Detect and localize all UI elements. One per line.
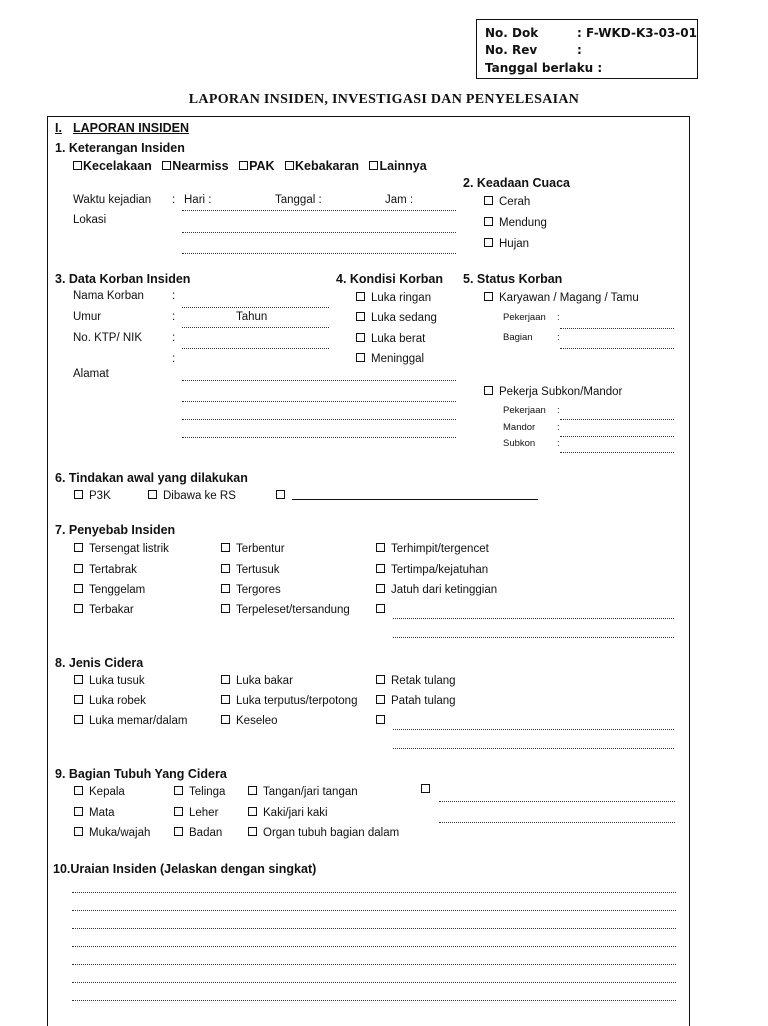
injury-option[interactable]: Luka bakar (221, 675, 293, 687)
section-number: I. (55, 121, 62, 135)
checkbox[interactable] (484, 196, 493, 205)
colon: : (172, 290, 176, 302)
checkbox[interactable] (248, 827, 257, 836)
cause-option[interactable]: Terbentur (221, 543, 285, 555)
s2-heading: 2. Keadaan Cuaca (463, 176, 570, 190)
cause-option[interactable]: Tergores (221, 584, 281, 596)
body-part-option[interactable]: Kaki/jari kaki (248, 807, 328, 819)
body-part-option[interactable]: Kepala (74, 786, 125, 798)
s6-heading: 6. Tindakan awal yang dilakukan (55, 471, 248, 485)
checkbox[interactable] (74, 807, 83, 816)
status-subkon[interactable]: Pekerja Subkon/Mandor (484, 386, 622, 398)
checkbox[interactable] (74, 604, 83, 613)
tanggal-field[interactable]: Tanggal : (275, 194, 322, 206)
alamat-line-4[interactable] (182, 437, 456, 438)
tanggal-berlaku-label: Tanggal berlaku : (485, 61, 603, 75)
checkbox[interactable] (376, 695, 385, 704)
cause-option[interactable]: Jatuh dari ketinggian (376, 584, 497, 596)
alamat-label: Alamat (73, 368, 109, 380)
checkbox[interactable] (484, 217, 493, 226)
cause-option[interactable]: Tenggelam (74, 584, 145, 596)
status-karyawan[interactable]: Karyawan / Magang / Tamu (484, 292, 639, 304)
uraian-line[interactable] (72, 982, 676, 983)
alamat-line-2[interactable] (182, 401, 456, 402)
checkbox[interactable] (356, 353, 365, 362)
checkbox[interactable] (221, 584, 230, 593)
incident-type-kebakaran[interactable]: Kebakaran (285, 159, 359, 173)
checkbox[interactable] (162, 161, 171, 170)
alamat-line-1[interactable] (182, 380, 456, 381)
lokasi-line-2[interactable] (182, 253, 456, 254)
checkbox[interactable] (174, 827, 183, 836)
alamat-line-3[interactable] (182, 419, 456, 420)
checkbox[interactable] (221, 695, 230, 704)
uraian-line[interactable] (72, 964, 676, 965)
mandor-line[interactable] (560, 436, 674, 437)
bagian-label: Bagian (503, 332, 533, 343)
colon: : (557, 422, 560, 433)
incident-type-kecelakaan[interactable]: Kecelakaan (73, 159, 152, 173)
hari-field[interactable]: Hari : (184, 194, 212, 206)
subkon-label: Subkon (503, 438, 536, 449)
checkbox[interactable] (74, 675, 83, 684)
form-title: LAPORAN INSIDEN, INVESTIGASI DAN PENYELESAIAN (188, 92, 580, 107)
injury-option[interactable]: Patah tulang (376, 695, 456, 707)
pekerjaan-label: Pekerjaan (503, 405, 546, 416)
checkbox[interactable] (74, 584, 83, 593)
nama-korban-line[interactable] (182, 307, 329, 308)
checkbox[interactable] (74, 695, 83, 704)
body-part-option[interactable]: Leher (174, 807, 218, 819)
body-part-option[interactable]: Organ tubuh bagian dalam (248, 827, 399, 839)
ktp-line[interactable] (182, 348, 329, 349)
kondisi-luka-berat[interactable]: Luka berat (356, 333, 425, 345)
checkbox[interactable] (421, 784, 430, 793)
checkbox[interactable] (484, 292, 493, 301)
body-part-option[interactable]: Badan (174, 827, 222, 839)
injury-option[interactable]: Luka tusuk (74, 675, 145, 687)
checkbox[interactable] (376, 715, 385, 724)
colon: : (172, 353, 176, 365)
cause-other-line-2[interactable] (393, 637, 674, 638)
checkbox[interactable] (248, 786, 257, 795)
colon: : (557, 332, 560, 343)
colon: : (172, 332, 176, 344)
body-part-option[interactable]: Muka/wajah (74, 827, 150, 839)
no-rev-label: No. Rev (485, 43, 538, 57)
body-part-other-line-1[interactable] (439, 801, 675, 802)
tindakan-other[interactable] (276, 490, 291, 502)
s10-heading: 10.Uraian Insiden (Jelaskan dengan singkat) (53, 862, 317, 876)
injury-other[interactable] (376, 715, 391, 727)
s8-heading: 8. Jenis Cidera (55, 656, 144, 670)
cause-option[interactable]: Tertimpa/kejatuhan (376, 564, 488, 576)
lokasi-line-1[interactable] (182, 232, 456, 233)
body-part-option[interactable]: Telinga (174, 786, 225, 798)
s1-heading: 1. Keterangan Insiden (55, 141, 185, 155)
umur-line[interactable] (182, 327, 329, 328)
umur-label: Umur (73, 311, 102, 323)
checkbox[interactable] (74, 786, 83, 795)
checkbox[interactable] (74, 490, 83, 499)
pekerjaan-label: Pekerjaan (503, 312, 546, 323)
kondisi-luka-sedang[interactable]: Luka sedang (356, 312, 437, 324)
checkbox[interactable] (239, 161, 248, 170)
subkon-line[interactable] (560, 452, 674, 453)
checkbox[interactable] (356, 333, 365, 342)
checkbox[interactable] (174, 786, 183, 795)
waktu-kejadian-label: Waktu kejadian (73, 194, 152, 206)
cause-option[interactable]: Tertabrak (74, 564, 137, 576)
checkbox[interactable] (356, 292, 365, 301)
ktp-label: No. KTP/ NIK (73, 332, 143, 344)
tahun-label: Tahun (236, 311, 268, 323)
checkbox[interactable] (74, 715, 83, 724)
cause-option[interactable]: Terbakar (74, 604, 134, 616)
incident-type-row (73, 159, 427, 173)
cause-other[interactable] (376, 604, 391, 616)
no-rev-value: : (577, 43, 582, 57)
injury-option[interactable]: Luka memar/dalam (74, 715, 187, 727)
checkbox[interactable] (356, 312, 365, 321)
body-part-other[interactable] (421, 784, 436, 796)
uraian-line[interactable] (72, 892, 676, 893)
incident-type-nearmiss[interactable]: Nearmiss (162, 159, 228, 173)
checkbox[interactable] (248, 807, 257, 816)
injury-option[interactable]: Luka terputus/terpotong (221, 695, 357, 707)
checkbox[interactable] (74, 827, 83, 836)
checkbox[interactable] (285, 161, 294, 170)
colon: : (557, 312, 560, 323)
checkbox[interactable] (484, 238, 493, 247)
checkbox[interactable] (221, 543, 230, 552)
colon: : (557, 405, 560, 416)
checkbox[interactable] (376, 543, 385, 552)
uraian-line[interactable] (72, 946, 676, 947)
s7-heading: 7. Penyebab Insiden (55, 523, 176, 537)
checkbox[interactable] (221, 675, 230, 684)
cause-option[interactable]: Tersengat listrik (74, 543, 169, 555)
mandor-label: Mandor (503, 422, 536, 433)
checkbox[interactable] (276, 490, 285, 499)
s5-heading: 5. Status Korban (463, 272, 563, 286)
injury-option[interactable]: Luka robek (74, 695, 146, 707)
kondisi-luka-ringan[interactable]: Luka ringan (356, 292, 431, 304)
kondisi-meninggal[interactable]: Meninggal (356, 353, 424, 365)
checkbox[interactable] (73, 161, 82, 170)
cause-option[interactable]: Tertusuk (221, 564, 279, 576)
incident-type-pak[interactable]: PAK (239, 159, 274, 173)
body-part-option[interactable]: Tangan/jari tangan (248, 786, 358, 798)
tindakan-rs[interactable]: Dibawa ke RS (148, 490, 236, 502)
checkbox[interactable] (376, 584, 385, 593)
weather-hujan[interactable]: Hujan (484, 238, 529, 250)
checkbox[interactable] (376, 675, 385, 684)
s3-heading: 3. Data Korban Insiden (55, 272, 191, 286)
checkbox[interactable] (221, 604, 230, 613)
weather-cerah[interactable]: Cerah (484, 196, 530, 208)
pekerjaan-line[interactable] (560, 328, 674, 329)
nama-korban-label: Nama Korban (73, 290, 144, 302)
s4-heading: 4. Kondisi Korban (336, 272, 443, 286)
cause-option[interactable]: Terhimpit/tergencet (376, 543, 489, 555)
checkbox[interactable] (221, 715, 230, 724)
cause-option[interactable]: Terpeleset/tersandung (221, 604, 350, 616)
cause-other-line-1[interactable] (393, 618, 674, 619)
checkbox[interactable] (484, 386, 493, 395)
uraian-line[interactable] (72, 910, 676, 911)
injury-option[interactable]: Retak tulang (376, 675, 456, 687)
tindakan-other-line[interactable] (292, 499, 538, 500)
colon: : (172, 194, 176, 206)
jam-field[interactable]: Jam : (385, 194, 414, 206)
injury-other-line-2[interactable] (393, 748, 674, 749)
lokasi-label: Lokasi (73, 214, 107, 226)
bagian-line[interactable] (560, 348, 674, 349)
checkbox[interactable] (148, 490, 157, 499)
checkbox[interactable] (376, 604, 385, 613)
checkbox[interactable] (221, 564, 230, 573)
injury-option[interactable]: Keseleo (221, 715, 278, 727)
incident-type-lainnya[interactable]: Lainnya (369, 159, 426, 173)
colon: : (557, 438, 560, 449)
uraian-line[interactable] (72, 1000, 676, 1001)
section-title: LAPORAN INSIDEN (73, 121, 189, 135)
no-dok-value: : F-WKD-K3-03-01 (577, 26, 697, 40)
checkbox[interactable] (174, 807, 183, 816)
subkon-pekerjaan-line[interactable] (560, 419, 674, 420)
body-part-other-line-2[interactable] (439, 822, 675, 823)
uraian-line[interactable] (72, 928, 676, 929)
colon: : (172, 311, 176, 323)
tindakan-p3k[interactable]: P3K (74, 490, 111, 502)
weather-mendung[interactable]: Mendung (484, 217, 547, 229)
checkbox[interactable] (369, 161, 378, 170)
s9-heading: 9. Bagian Tubuh Yang Cidera (55, 767, 227, 781)
document-info-box (476, 19, 698, 79)
no-dok-label: No. Dok (485, 26, 539, 40)
checkbox[interactable] (74, 543, 83, 552)
checkbox[interactable] (74, 564, 83, 573)
injury-other-line-1[interactable] (393, 729, 674, 730)
waktu-line (182, 210, 456, 211)
body-part-option[interactable]: Mata (74, 807, 115, 819)
checkbox[interactable] (376, 564, 385, 573)
